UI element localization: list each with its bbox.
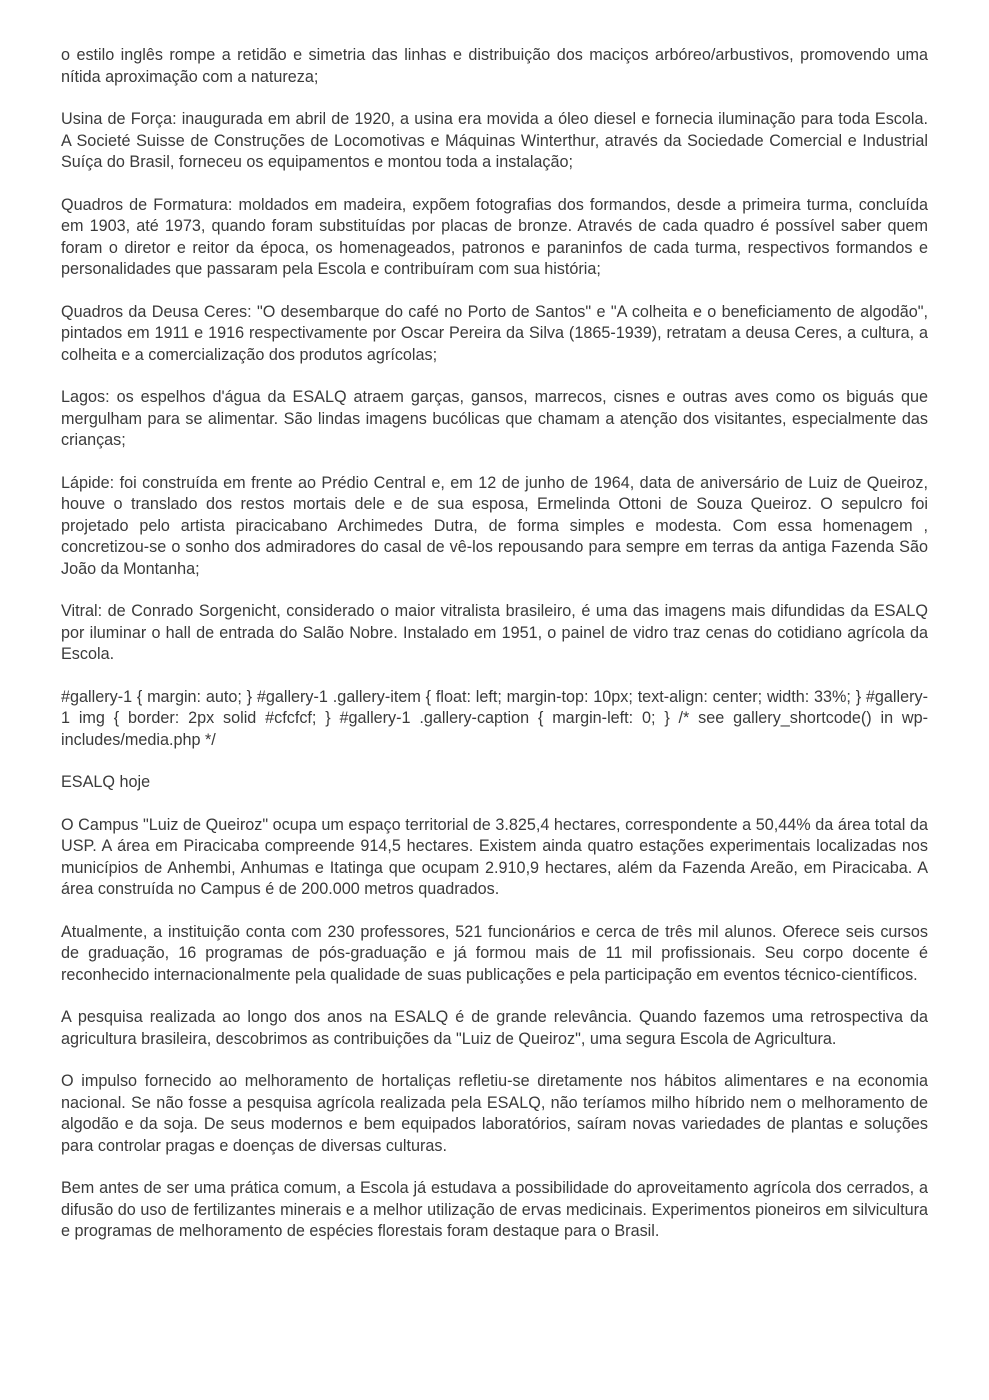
section-heading-esalq-hoje: ESALQ hoje <box>61 773 151 791</box>
paragraph-impulso: O impulso fornecido ao melhoramento de hortaliças refletiu-se diretamente nos hábitos alimentares e na economia nacional. Se não fosse a pesquisa agrícola realizada pela ESALQ, não teríamos milho híbrido nem o melhoramento de algodão e da soja. De seus modernos e bem equipados laboratórios, saíram novas variedades de plantas e soluções para controlar pragas e doenças de diversas culturas. <box>61 1072 928 1155</box>
paragraph-campus: O Campus "Luiz de Queiroz" ocupa um espaço territorial de 3.825,4 hectares, correspondente a 50,44% da área total da USP. A área em Piracicaba compreende 914,5 hectares. Existem ainda quatro estações experimentais localizadas nos municípios de Anhembi, Anhumas e Itatinga que ocupam 2.910,9 hectares, além da Fazenda Areão, em Piracicaba. A área construída no Campus é de 200.000 metros quadrados. <box>61 815 928 898</box>
paragraph-instituicao: Atualmente, a instituição conta com 230 professores, 521 funcionários e cerca de três mil alunos. Oferece seis cursos de graduação, 16 programas de pós-graduação e já formou mais de 11 mil profissionais. Seu corpo docente é reconhecido internacionalmente pela qualidade de suas publicações e pela participação em eventos técnico-científicos. <box>61 922 928 984</box>
paragraph-english-style: o estilo inglês rompe a retidão e simetria das linhas e distribuição dos maciços arbóreo/arbustivos, promovendo uma nítida aproximação com a natureza; <box>61 46 928 86</box>
paragraph-lagos: Lagos: os espelhos d'água da ESALQ atraem garças, gansos, marrecos, cisnes e outras aves como os biguás que mergulham para se alimentar. São lindas imagens bucólicas que chamam a atenção dos visitantes, especialmente das crianças; <box>61 388 928 449</box>
paragraph-cerrados: Bem antes de ser uma prática comum, a Escola já estudava a possibilidade do aproveitamento agrícola dos cerrados, a difusão do uso de fertilizantes minerais e a melhor utilização de ervas medicinais. Experimentos pioneiros em silvicultura e programas de melhoramento de espécies florestais foram destaque para o Brasil. <box>61 1179 928 1240</box>
document-body <box>61 45 928 1264</box>
paragraph-gallery-css: #gallery-1 { margin: auto; } #gallery-1 .gallery-item { float: left; margin-top: 10px; text-align: center; width: 33%; } #gallery-1 img { border: 2px solid #cfcfcf; } #gallery-1 .gallery-caption { margin-left: 0; } /* see gallery_shortcode() in wp-includes/media.php */ <box>61 687 928 749</box>
paragraph-lapide: Lápide: foi construída em frente ao Prédio Central e, em 12 de junho de 1964, data de aniversário de Luiz de Queiroz, houve o translado dos restos mortais dele e de sua esposa, Ermelinda Ottoni de Souza Queiroz. O sepulcro foi projetado pelo artista piracicabano Archimedes Dutra, de forma simples e modesta. Com essa homenagem , concretizou-se o sonho dos admiradores do casal de vê-los repousando para sempre em terras da antiga Fazenda São João da Montanha; <box>61 473 928 578</box>
paragraph-pesquisa: A pesquisa realizada ao longo dos anos na ESALQ é de grande relevância. Quando fazemos uma retrospectiva da agricultura brasileira, descobrimos as contribuições da "Luiz de Queiroz", uma segura Escola de Agricultura. <box>61 1008 928 1048</box>
paragraph-usina-de-forca: Usina de Força: inaugurada em abril de 1920, a usina era movida a óleo diesel e fornecia iluminação para toda Escola. A Societé Suisse de Construções de Locomotivas e Máquinas Winterthur, através da Sociedade Comercial e Industrial Suíça do Brasil, forneceu os equipamentos e montou toda a instalação; <box>61 110 928 171</box>
paragraph-quadros-deusa-ceres: Quadros da Deusa Ceres: "O desembarque do café no Porto de Santos" e "A colheita e o beneficiamento de algodão", pintados em 1911 e 1916 respectivamente por Oscar Pereira da Silva (1865-1939), retratam a deusa Ceres, a cultura, a colheita e a comercialização dos produtos agrícolas; <box>61 302 928 364</box>
paragraph-quadros-de-formatura: Quadros de Formatura: moldados em madeira, expõem fotografias dos formandos, desde a primeira turma, concluída em 1903, até 1973, quando foram substituídas por placas de bronze. Através de cada quadro é possível saber quem foram o diretor e reitor da época, os homenageados, patronos e paraninfos de cada turma, respectivos formandos e personalidades que passaram pela Escola e contribuíram com sua história; <box>61 195 928 278</box>
paragraph-vitral: Vitral: de Conrado Sorgenicht, considerado o maior vitralista brasileiro, é uma das imagens mais difundidas da ESALQ por iluminar o hall de entrada do Salão Nobre. Instalado em 1951, o painel de vidro traz cenas do cotidiano agrícola da Escola. <box>61 602 928 663</box>
